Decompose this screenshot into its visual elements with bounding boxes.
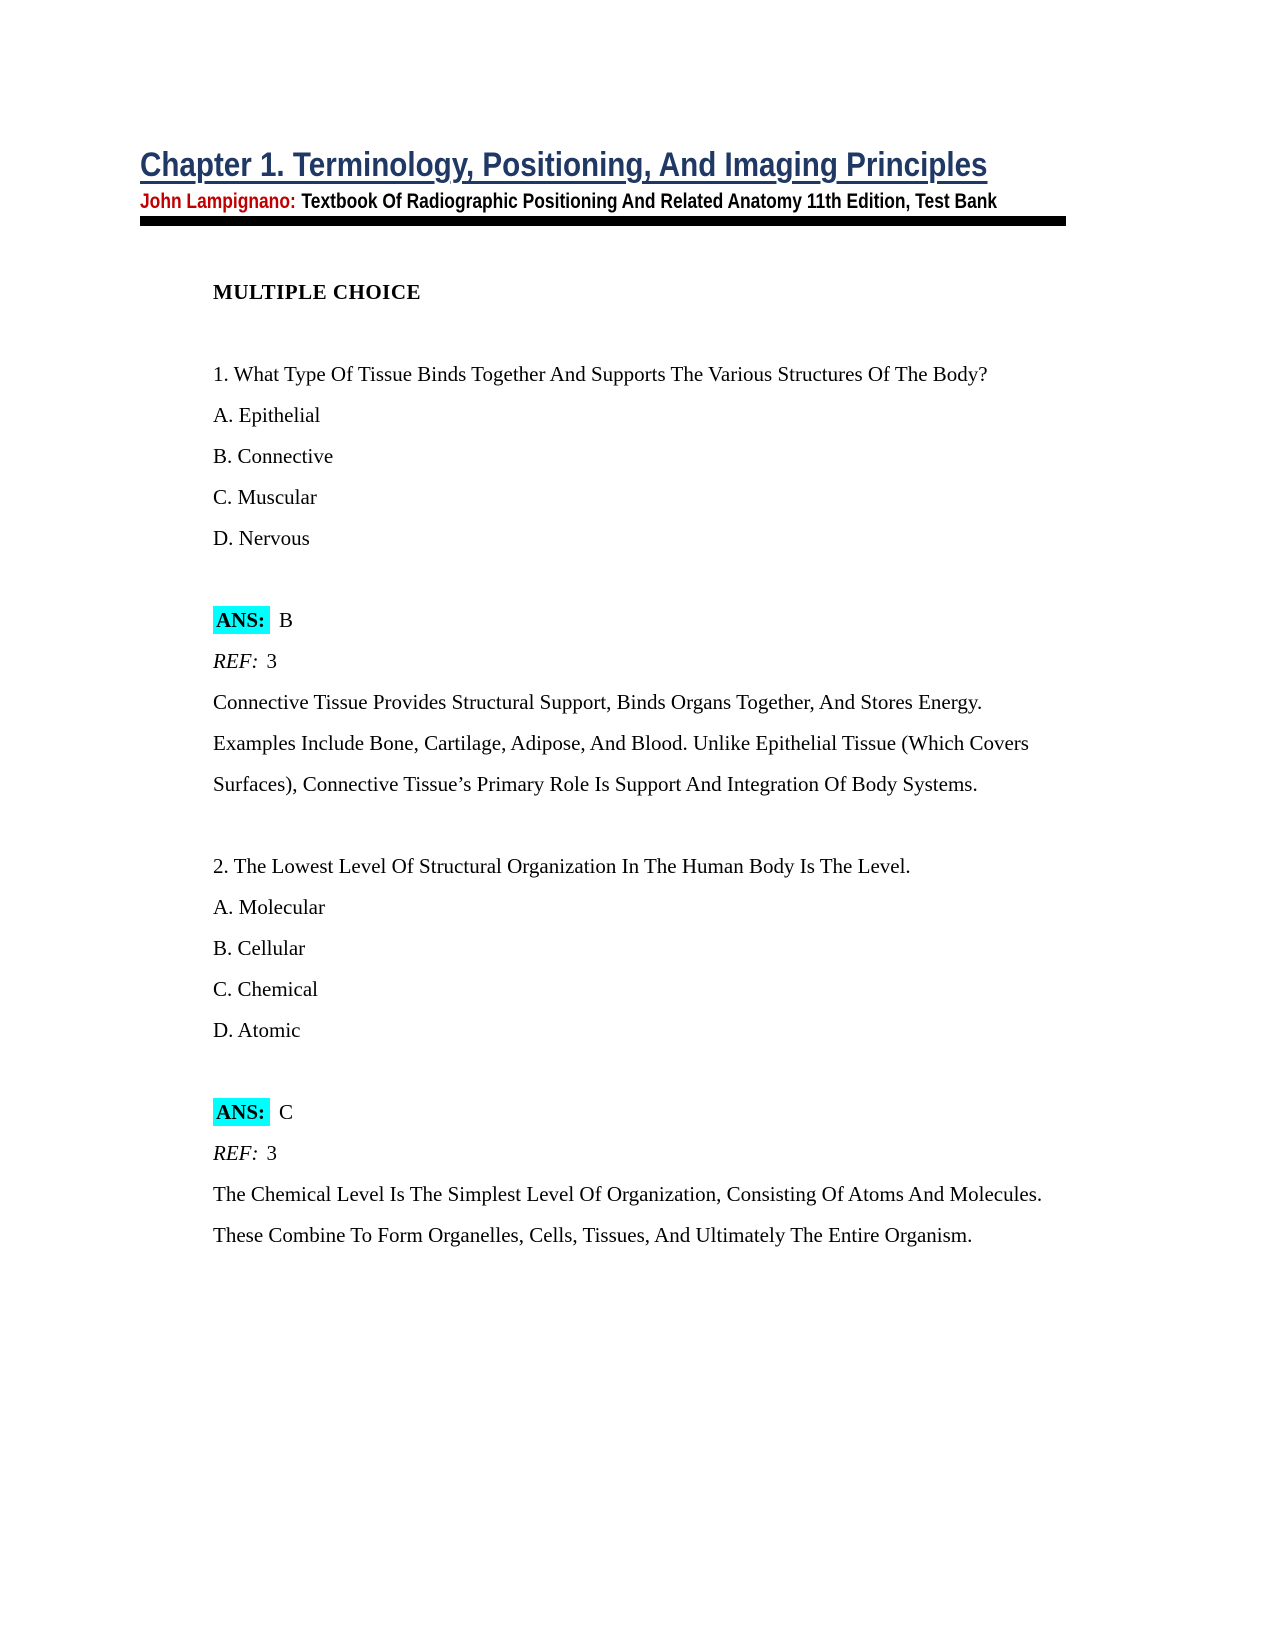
document-body <box>213 272 1065 1256</box>
page-title-text: Chapter 1. Terminology, Positioning, And Imaging Principles <box>140 146 988 184</box>
ref-value: 3 <box>266 1141 277 1165</box>
document-subtitle <box>140 189 1066 214</box>
option: B. Cellular <box>213 936 306 960</box>
ref-line <box>213 1133 1065 1174</box>
author-name: John Lampignano: <box>140 189 296 213</box>
blank-line <box>213 805 1065 846</box>
subtitle-text: Textbook Of Radiographic Positioning And Related Anatomy 11th Edition, Test Bank <box>301 189 998 213</box>
document-header <box>140 144 1066 226</box>
option: A. Epithelial <box>213 403 321 427</box>
option: B. Connective <box>213 444 334 468</box>
option: C. Muscular <box>213 485 317 509</box>
option: D. Nervous <box>213 526 310 550</box>
question-text: 2. The Lowest Level Of Structural Organization In The Human Body Is The Level. <box>213 854 911 878</box>
ref-label: REF: <box>213 649 259 673</box>
section-heading: MULTIPLE CHOICE <box>213 280 422 304</box>
answer-value: C <box>279 1100 294 1124</box>
option: A. Molecular <box>213 895 325 919</box>
page-title <box>140 144 1066 186</box>
answer-label: ANS: <box>213 1098 270 1126</box>
ref-value: 3 <box>266 649 277 673</box>
answer-line <box>213 600 1065 641</box>
answer-value: B <box>279 608 294 632</box>
question-block <box>213 354 1065 805</box>
answer-line <box>213 1092 1065 1133</box>
blank-line <box>213 313 1065 354</box>
explanation-text: The Chemical Level Is The Simplest Level Of Organization, Consisting Of Atoms And Molecules. These Combine To Form Organelles, Cells, Tissues, And Ultimately The Entire Organism. <box>213 1182 1043 1247</box>
question-text: 1. What Type Of Tissue Binds Together And Supports The Various Structures Of The Body? <box>213 362 988 386</box>
ref-line <box>213 641 1065 682</box>
blank-line <box>213 1051 1065 1092</box>
question-block <box>213 846 1065 1256</box>
answer-label: ANS: <box>213 606 270 634</box>
option: D. Atomic <box>213 1018 301 1042</box>
ref-label: REF: <box>213 1141 259 1165</box>
option: C. Chemical <box>213 977 318 1001</box>
explanation-text: Connective Tissue Provides Structural Support, Binds Organs Together, And Stores Energy. Examples Include Bone, Cartilage, Adipose, And Blood. Unlike Epithelial Tissue (Which Covers Surfaces), Connective Tissue’s Primary Role Is Support And Integration Of Body Systems. <box>213 690 1029 796</box>
divider-bar <box>140 216 1066 226</box>
blank-line <box>213 559 1065 600</box>
